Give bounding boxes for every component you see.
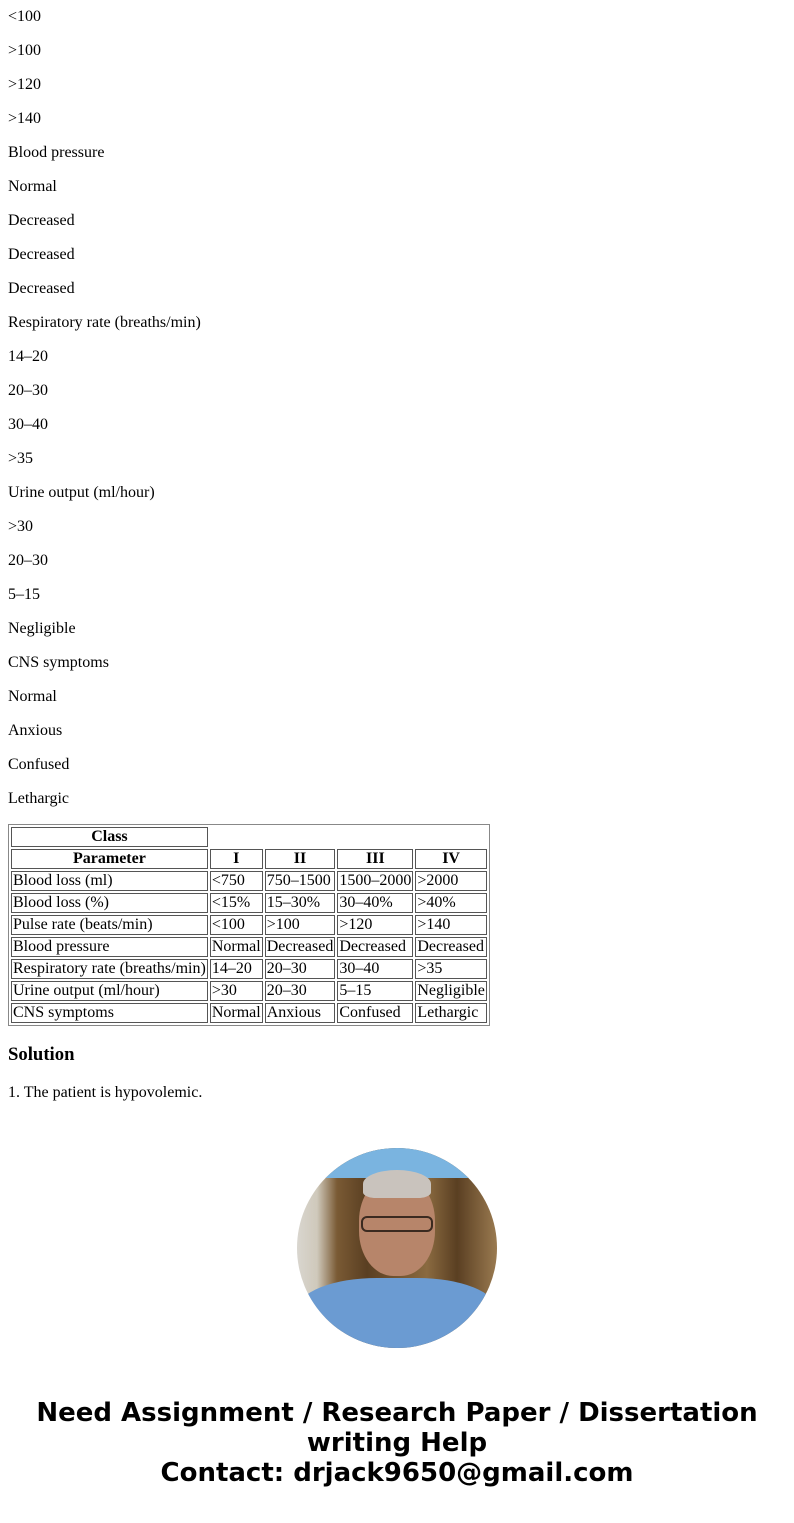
value-cell: Anxious: [265, 1003, 336, 1023]
parameter-cell: Blood loss (%): [11, 893, 208, 913]
value-cell: 20–30: [265, 959, 336, 979]
column-header: II: [265, 849, 336, 869]
paragraph: Anxious: [8, 722, 63, 739]
value-cell: Decreased: [415, 937, 487, 957]
paragraph: Decreased: [8, 280, 75, 297]
parameter-cell: CNS symptoms: [11, 1003, 208, 1023]
value-cell: 5–15: [337, 981, 413, 1001]
paragraph: 30–40: [8, 416, 48, 433]
author-photo: [297, 1148, 497, 1348]
paragraph: >100: [8, 42, 42, 59]
paragraph: 20–30: [8, 382, 48, 399]
value-cell: 14–20: [210, 959, 263, 979]
value-cell: >40%: [415, 893, 487, 913]
class-header: Class: [11, 827, 208, 847]
text-paragraphs: [8, 8, 786, 808]
value-cell: >2000: [415, 871, 487, 891]
paragraph: Decreased: [8, 212, 75, 229]
column-header: IV: [415, 849, 487, 869]
paragraph: Normal: [8, 688, 57, 705]
table-row: [11, 1003, 487, 1023]
value-cell: 30–40%: [337, 893, 413, 913]
value-cell: 30–40: [337, 959, 413, 979]
paragraph: <100: [8, 8, 42, 25]
column-header: Parameter: [11, 849, 208, 869]
value-cell: Decreased: [337, 937, 413, 957]
paragraph: Blood pressure: [8, 144, 105, 161]
paragraph: >120: [8, 76, 42, 93]
paragraph: Confused: [8, 756, 70, 773]
value-cell: Normal: [211, 938, 261, 955]
value-cell: 1500–2000: [339, 872, 412, 889]
value-cell: >140: [415, 915, 487, 935]
paragraph: 20–30: [8, 552, 48, 569]
footer-help-text: Need Assignment / Research Paper / Dissertation writing Help: [36, 1398, 758, 1458]
table-row: [11, 915, 487, 935]
table-row: [11, 871, 487, 891]
table-header-row: [11, 849, 487, 869]
parameter-cell: Pulse rate (beats/min): [11, 915, 208, 935]
solution-text: 1. The patient is hypovolemic.: [8, 1084, 203, 1101]
contact-footer: [8, 1398, 786, 1488]
value-cell: Negligible: [417, 982, 485, 999]
parameter-cell: Blood pressure: [11, 937, 208, 957]
table-row: [11, 937, 487, 957]
paragraph: CNS symptoms: [8, 654, 109, 671]
value-cell: Normal: [211, 1004, 261, 1021]
parameter-cell: Blood loss (ml): [11, 871, 208, 891]
value-cell: Decreased: [266, 938, 334, 955]
paragraph: Urine output (ml/hour): [8, 484, 155, 501]
value-cell: <750: [210, 871, 263, 891]
table-row: [11, 981, 487, 1001]
paragraph: >140: [8, 110, 42, 127]
table-row: [11, 959, 487, 979]
parameter-cell: Urine output (ml/hour): [11, 981, 208, 1001]
solution-heading: Solution: [8, 1044, 75, 1065]
value-cell: 15–30%: [265, 893, 336, 913]
paragraph: >35: [8, 450, 34, 467]
value-cell: >100: [265, 915, 336, 935]
footer-contact: Contact: drjack9650@gmail.com: [160, 1458, 634, 1488]
value-cell: >30: [210, 981, 263, 1001]
column-header: I: [210, 849, 263, 869]
value-cell: >120: [337, 915, 413, 935]
column-header: III: [337, 849, 413, 869]
value-cell: 750–1500: [265, 871, 336, 891]
value-cell: Confused: [337, 1003, 413, 1023]
value-cell: <100: [210, 915, 263, 935]
value-cell: >35: [415, 959, 487, 979]
parameter-cell: Respiratory rate (breaths/min): [13, 960, 206, 977]
hemorrhage-class-table: [8, 824, 490, 1026]
table-row: [11, 893, 487, 913]
paragraph: Lethargic: [8, 790, 70, 807]
value-cell: 20–30: [265, 981, 336, 1001]
table-row: [11, 827, 487, 847]
paragraph: Respiratory rate (breaths/min): [8, 314, 201, 331]
paragraph: Normal: [8, 178, 57, 195]
paragraph: 14–20: [8, 348, 48, 365]
value-cell: <15%: [210, 893, 263, 913]
paragraph: 5–15: [8, 586, 40, 603]
paragraph: >30: [8, 518, 34, 535]
value-cell: Lethargic: [415, 1003, 487, 1023]
paragraph: Decreased: [8, 246, 75, 263]
paragraph: Negligible: [8, 620, 76, 637]
